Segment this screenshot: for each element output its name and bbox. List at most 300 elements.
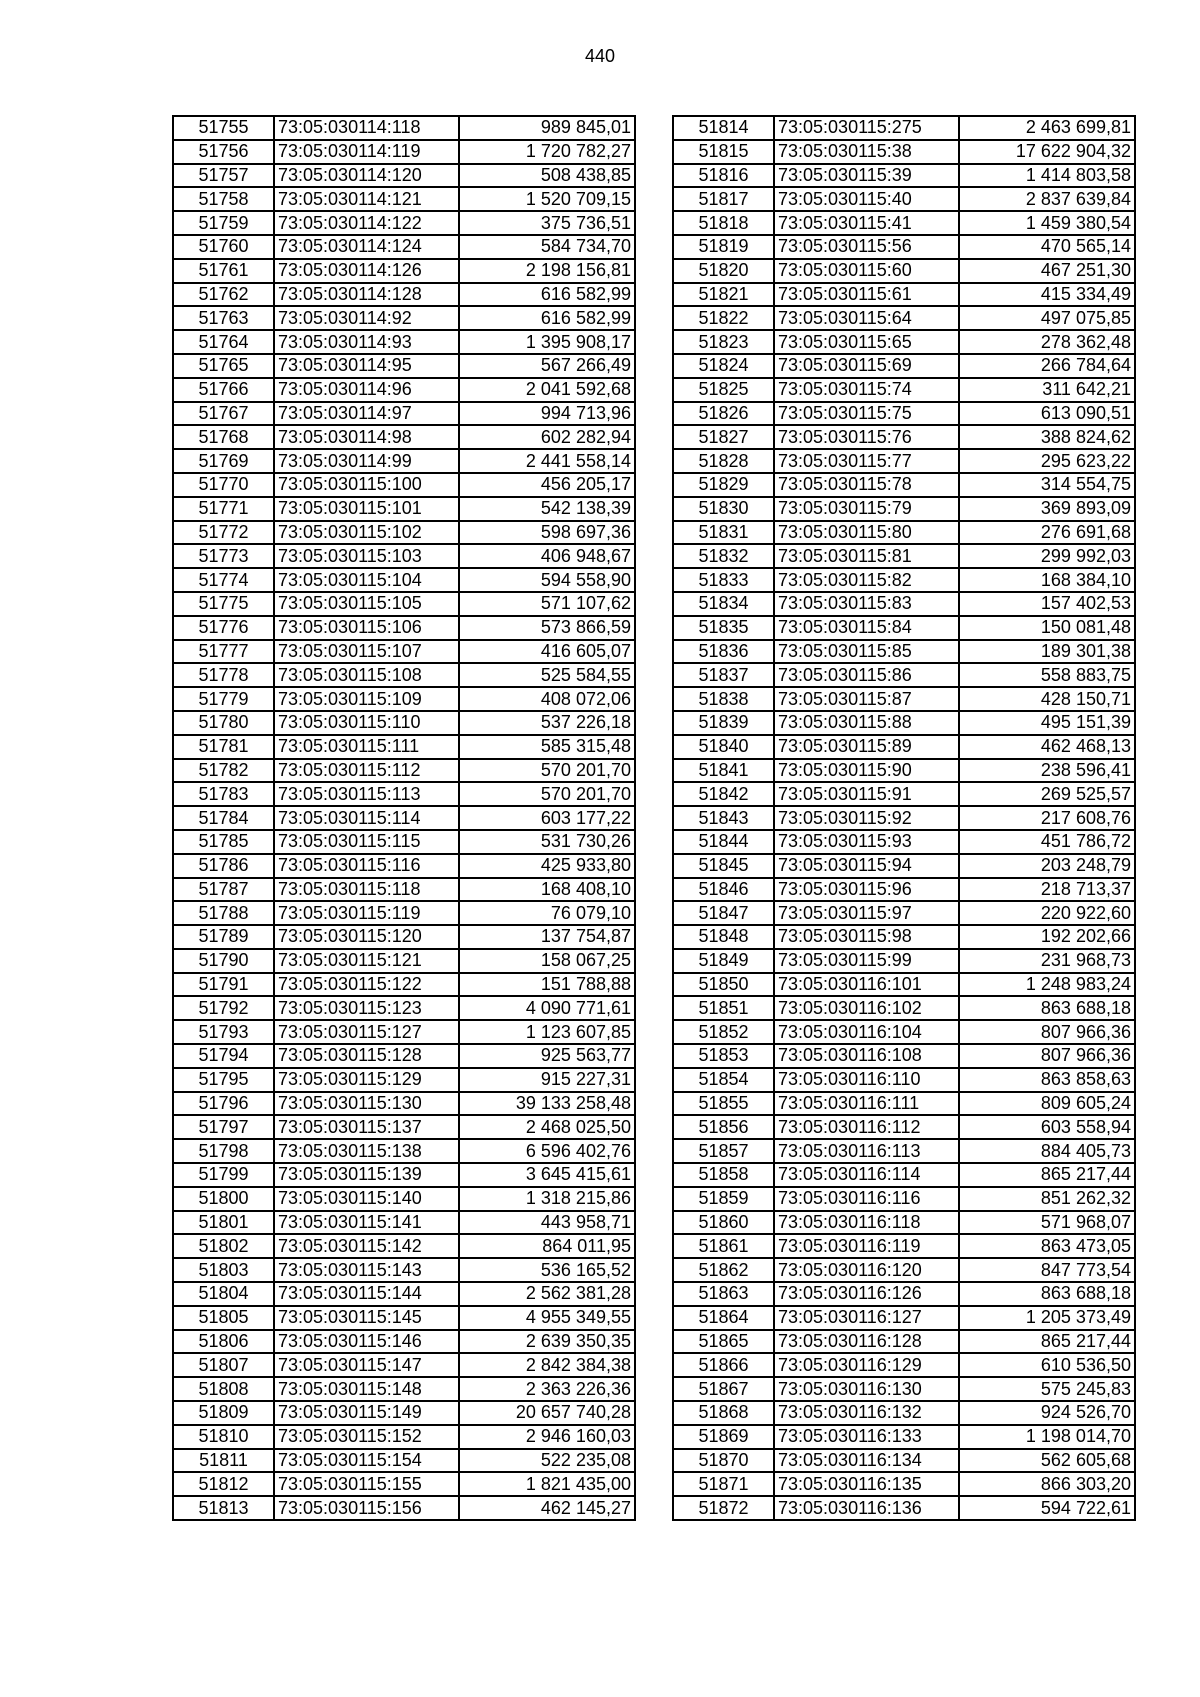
table-row — [173, 1306, 635, 1330]
table-row — [673, 854, 1135, 878]
cadastral-number-cell: 73:05:030115:104 — [274, 568, 459, 592]
value-cell: 525 584,55 — [459, 663, 635, 687]
value-cell: 4 090 771,61 — [459, 996, 635, 1020]
value-cell: 150 081,48 — [959, 616, 1135, 640]
table-row — [673, 1068, 1135, 1092]
value-cell: 1 123 607,85 — [459, 1020, 635, 1044]
table-row — [673, 211, 1135, 235]
row-number-cell: 51830 — [673, 497, 774, 521]
row-number-cell: 51852 — [673, 1020, 774, 1044]
cadastral-number-cell: 73:05:030115:97 — [774, 901, 959, 925]
row-number-cell: 51817 — [673, 187, 774, 211]
table-row — [173, 1163, 635, 1187]
cadastral-number-cell: 73:05:030116:132 — [774, 1401, 959, 1425]
cadastral-number-cell: 73:05:030116:128 — [774, 1330, 959, 1354]
value-cell: 1 520 709,15 — [459, 187, 635, 211]
value-cell: 584 734,70 — [459, 235, 635, 259]
row-number-cell: 51793 — [173, 1020, 274, 1044]
table-row — [673, 759, 1135, 783]
cadastral-number-cell: 73:05:030115:120 — [274, 925, 459, 949]
cadastral-number-cell: 73:05:030115:94 — [774, 854, 959, 878]
cadastral-number-cell: 73:05:030115:137 — [274, 1115, 459, 1139]
table-row — [173, 878, 635, 902]
row-number-cell: 51795 — [173, 1068, 274, 1092]
cadastral-number-cell: 73:05:030116:135 — [774, 1472, 959, 1496]
value-cell: 536 165,52 — [459, 1258, 635, 1282]
value-cell: 585 315,48 — [459, 735, 635, 759]
table-row — [673, 544, 1135, 568]
value-cell: 851 262,32 — [959, 1187, 1135, 1211]
table-row — [673, 497, 1135, 521]
row-number-cell: 51768 — [173, 425, 274, 449]
row-number-cell: 51797 — [173, 1115, 274, 1139]
value-cell: 456 205,17 — [459, 473, 635, 497]
table-row — [673, 1139, 1135, 1163]
row-number-cell: 51761 — [173, 259, 274, 283]
cadastral-number-cell: 73:05:030115:102 — [274, 521, 459, 545]
value-cell: 537 226,18 — [459, 711, 635, 735]
page-number: 440 — [584, 46, 616, 66]
value-cell: 807 966,36 — [959, 1020, 1135, 1044]
table-row — [673, 1115, 1135, 1139]
table-row — [173, 901, 635, 925]
table-row — [673, 878, 1135, 902]
table-row — [173, 711, 635, 735]
value-cell: 467 251,30 — [959, 259, 1135, 283]
value-cell: 508 438,85 — [459, 164, 635, 188]
row-number-cell: 51845 — [673, 854, 774, 878]
value-cell: 220 922,60 — [959, 901, 1135, 925]
row-number-cell: 51860 — [673, 1211, 774, 1235]
row-number-cell: 51815 — [673, 140, 774, 164]
table-row — [673, 616, 1135, 640]
cadastral-number-cell: 73:05:030116:116 — [774, 1187, 959, 1211]
cadastral-number-cell: 73:05:030116:101 — [774, 973, 959, 997]
row-number-cell: 51786 — [173, 854, 274, 878]
row-number-cell: 51842 — [673, 782, 774, 806]
value-cell: 575 245,83 — [959, 1377, 1135, 1401]
row-number-cell: 51789 — [173, 925, 274, 949]
table-row — [173, 473, 635, 497]
row-number-cell: 51764 — [173, 330, 274, 354]
row-number-cell: 51766 — [173, 378, 274, 402]
row-number-cell: 51853 — [673, 1044, 774, 1068]
cadastral-number-cell: 73:05:030114:96 — [274, 378, 459, 402]
value-cell: 884 405,73 — [959, 1139, 1135, 1163]
value-cell: 192 202,66 — [959, 925, 1135, 949]
value-cell: 295 623,22 — [959, 449, 1135, 473]
row-number-cell: 51811 — [173, 1449, 274, 1473]
value-cell: 809 605,24 — [959, 1092, 1135, 1116]
cadastral-number-cell: 73:05:030114:118 — [274, 116, 459, 140]
table-row — [673, 449, 1135, 473]
cadastral-number-cell: 73:05:030115:38 — [774, 140, 959, 164]
cadastral-number-cell: 73:05:030116:126 — [774, 1282, 959, 1306]
cadastral-number-cell: 73:05:030115:69 — [774, 354, 959, 378]
cadastral-number-cell: 73:05:030116:112 — [774, 1115, 959, 1139]
cadastral-number-cell: 73:05:030115:127 — [274, 1020, 459, 1044]
table-row — [673, 140, 1135, 164]
row-number-cell: 51783 — [173, 782, 274, 806]
value-cell: 266 784,64 — [959, 354, 1135, 378]
row-number-cell: 51771 — [173, 497, 274, 521]
row-number-cell: 51801 — [173, 1211, 274, 1235]
value-cell: 531 730,26 — [459, 830, 635, 854]
value-cell: 989 845,01 — [459, 116, 635, 140]
cadastral-number-cell: 73:05:030115:119 — [274, 901, 459, 925]
table-row — [173, 854, 635, 878]
row-number-cell: 51758 — [173, 187, 274, 211]
cadastral-number-cell: 73:05:030114:120 — [274, 164, 459, 188]
table-row — [173, 235, 635, 259]
table-row — [673, 1449, 1135, 1473]
table-row — [673, 116, 1135, 140]
cadastral-number-cell: 73:05:030114:92 — [274, 306, 459, 330]
value-cell: 276 691,68 — [959, 521, 1135, 545]
table-row — [173, 735, 635, 759]
value-cell: 278 362,48 — [959, 330, 1135, 354]
row-number-cell: 51769 — [173, 449, 274, 473]
value-cell: 2 041 592,68 — [459, 378, 635, 402]
row-number-cell: 51776 — [173, 616, 274, 640]
cadastral-number-cell: 73:05:030115:65 — [774, 330, 959, 354]
value-cell: 2 562 381,28 — [459, 1282, 635, 1306]
table-row — [673, 425, 1135, 449]
value-cell: 408 072,06 — [459, 687, 635, 711]
cadastral-number-cell: 73:05:030114:126 — [274, 259, 459, 283]
table-row — [673, 1377, 1135, 1401]
value-cell: 451 786,72 — [959, 830, 1135, 854]
cadastral-number-cell: 73:05:030115:143 — [274, 1258, 459, 1282]
value-cell: 866 303,20 — [959, 1472, 1135, 1496]
table-row — [673, 235, 1135, 259]
row-number-cell: 51828 — [673, 449, 774, 473]
value-cell: 613 090,51 — [959, 402, 1135, 426]
row-number-cell: 51756 — [173, 140, 274, 164]
row-number-cell: 51755 — [173, 116, 274, 140]
row-number-cell: 51775 — [173, 592, 274, 616]
table-row — [673, 1211, 1135, 1235]
row-number-cell: 51870 — [673, 1449, 774, 1473]
row-number-cell: 51854 — [673, 1068, 774, 1092]
cadastral-number-cell: 73:05:030114:121 — [274, 187, 459, 211]
row-number-cell: 51831 — [673, 521, 774, 545]
table-row — [173, 568, 635, 592]
cadastral-number-cell: 73:05:030115:130 — [274, 1092, 459, 1116]
row-number-cell: 51849 — [673, 949, 774, 973]
cadastral-number-cell: 73:05:030115:99 — [774, 949, 959, 973]
table-row — [173, 1258, 635, 1282]
value-cell: 1 248 983,24 — [959, 973, 1135, 997]
value-cell: 2 946 160,03 — [459, 1425, 635, 1449]
table-row — [673, 354, 1135, 378]
row-number-cell: 51857 — [673, 1139, 774, 1163]
table-row — [173, 116, 635, 140]
table-row — [673, 521, 1135, 545]
row-number-cell: 51848 — [673, 925, 774, 949]
value-cell: 1 205 373,49 — [959, 1306, 1135, 1330]
value-cell: 406 948,67 — [459, 544, 635, 568]
row-number-cell: 51832 — [673, 544, 774, 568]
value-cell: 470 565,14 — [959, 235, 1135, 259]
table-row — [173, 1187, 635, 1211]
row-number-cell: 51792 — [173, 996, 274, 1020]
row-number-cell: 51825 — [673, 378, 774, 402]
cadastral-number-cell: 73:05:030115:39 — [774, 164, 959, 188]
cadastral-number-cell: 73:05:030114:95 — [274, 354, 459, 378]
row-number-cell: 51800 — [173, 1187, 274, 1211]
cadastral-number-cell: 73:05:030115:74 — [774, 378, 959, 402]
cadastral-number-cell: 73:05:030115:100 — [274, 473, 459, 497]
cadastral-number-cell: 73:05:030115:98 — [774, 925, 959, 949]
table-row — [173, 1068, 635, 1092]
value-cell: 388 824,62 — [959, 425, 1135, 449]
cadastral-number-cell: 73:05:030115:41 — [774, 211, 959, 235]
cadastral-number-cell: 73:05:030115:108 — [274, 663, 459, 687]
value-cell: 542 138,39 — [459, 497, 635, 521]
value-cell: 6 596 402,76 — [459, 1139, 635, 1163]
table-row — [673, 164, 1135, 188]
row-number-cell: 51778 — [173, 663, 274, 687]
row-number-cell: 51767 — [173, 402, 274, 426]
table-row — [673, 1425, 1135, 1449]
row-number-cell: 51847 — [673, 901, 774, 925]
table-row — [173, 973, 635, 997]
value-cell: 598 697,36 — [459, 521, 635, 545]
row-number-cell: 51829 — [673, 473, 774, 497]
table-row — [173, 544, 635, 568]
table-row — [173, 1401, 635, 1425]
value-cell: 1 198 014,70 — [959, 1425, 1135, 1449]
value-cell: 558 883,75 — [959, 663, 1135, 687]
table-row — [673, 949, 1135, 973]
cadastral-number-cell: 73:05:030115:140 — [274, 1187, 459, 1211]
value-cell: 915 227,31 — [459, 1068, 635, 1092]
value-cell: 594 722,61 — [959, 1496, 1135, 1520]
row-number-cell: 51833 — [673, 568, 774, 592]
row-number-cell: 51779 — [173, 687, 274, 711]
row-number-cell: 51861 — [673, 1234, 774, 1258]
row-number-cell: 51818 — [673, 211, 774, 235]
row-number-cell: 51871 — [673, 1472, 774, 1496]
cadastral-number-cell: 73:05:030115:142 — [274, 1234, 459, 1258]
value-cell: 571 968,07 — [959, 1211, 1135, 1235]
cadastral-number-cell: 73:05:030115:115 — [274, 830, 459, 854]
value-cell: 865 217,44 — [959, 1330, 1135, 1354]
row-number-cell: 51784 — [173, 806, 274, 830]
row-number-cell: 51836 — [673, 640, 774, 664]
table-row — [673, 592, 1135, 616]
table-row — [173, 1472, 635, 1496]
cadastral-number-cell: 73:05:030116:108 — [774, 1044, 959, 1068]
value-cell: 925 563,77 — [459, 1044, 635, 1068]
cadastral-number-cell: 73:05:030115:86 — [774, 663, 959, 687]
row-number-cell: 51855 — [673, 1092, 774, 1116]
value-cell: 428 150,71 — [959, 687, 1135, 711]
cadastral-number-cell: 73:05:030116:136 — [774, 1496, 959, 1520]
cadastral-number-cell: 73:05:030115:61 — [774, 283, 959, 307]
row-number-cell: 51787 — [173, 878, 274, 902]
cadastral-number-cell: 73:05:030115:110 — [274, 711, 459, 735]
value-cell: 231 968,73 — [959, 949, 1135, 973]
value-cell: 603 177,22 — [459, 806, 635, 830]
table-row — [673, 1306, 1135, 1330]
row-number-cell: 51760 — [173, 235, 274, 259]
cadastral-number-cell: 73:05:030116:119 — [774, 1234, 959, 1258]
cadastral-number-cell: 73:05:030115:111 — [274, 735, 459, 759]
row-number-cell: 51827 — [673, 425, 774, 449]
value-cell: 151 788,88 — [459, 973, 635, 997]
cadastral-number-cell: 73:05:030115:77 — [774, 449, 959, 473]
value-cell: 864 011,95 — [459, 1234, 635, 1258]
value-cell: 616 582,99 — [459, 283, 635, 307]
value-cell: 168 384,10 — [959, 568, 1135, 592]
cadastral-number-cell: 73:05:030115:106 — [274, 616, 459, 640]
table-row — [173, 663, 635, 687]
cadastral-number-cell: 73:05:030115:90 — [774, 759, 959, 783]
cadastral-number-cell: 73:05:030114:98 — [274, 425, 459, 449]
cadastral-number-cell: 73:05:030115:144 — [274, 1282, 459, 1306]
row-number-cell: 51840 — [673, 735, 774, 759]
cadastral-number-cell: 73:05:030115:105 — [274, 592, 459, 616]
cadastral-number-cell: 73:05:030114:122 — [274, 211, 459, 235]
row-number-cell: 51773 — [173, 544, 274, 568]
row-number-cell: 51808 — [173, 1377, 274, 1401]
value-cell: 157 402,53 — [959, 592, 1135, 616]
cadastral-number-cell: 73:05:030115:56 — [774, 235, 959, 259]
row-number-cell: 51819 — [673, 235, 774, 259]
table-row — [673, 259, 1135, 283]
table-row — [673, 925, 1135, 949]
table-row — [673, 1187, 1135, 1211]
table-row — [673, 378, 1135, 402]
table-row — [673, 1234, 1135, 1258]
row-number-cell: 51846 — [673, 878, 774, 902]
table-row — [173, 1092, 635, 1116]
cadastral-number-cell: 73:05:030115:275 — [774, 116, 959, 140]
table-row — [173, 283, 635, 307]
table-row — [173, 378, 635, 402]
value-cell: 865 217,44 — [959, 1163, 1135, 1187]
cadastral-number-cell: 73:05:030115:148 — [274, 1377, 459, 1401]
value-cell: 1 414 803,58 — [959, 164, 1135, 188]
table-row — [173, 425, 635, 449]
value-cell: 497 075,85 — [959, 306, 1135, 330]
value-cell: 616 582,99 — [459, 306, 635, 330]
value-cell: 1 318 215,86 — [459, 1187, 635, 1211]
value-cell: 924 526,70 — [959, 1401, 1135, 1425]
row-number-cell: 51872 — [673, 1496, 774, 1520]
value-cell: 847 773,54 — [959, 1258, 1135, 1282]
table-row — [673, 1258, 1135, 1282]
cadastral-number-cell: 73:05:030115:60 — [774, 259, 959, 283]
row-number-cell: 51865 — [673, 1330, 774, 1354]
cadastral-number-cell: 73:05:030115:138 — [274, 1139, 459, 1163]
row-number-cell: 51834 — [673, 592, 774, 616]
value-cell: 1 395 908,17 — [459, 330, 635, 354]
row-number-cell: 51820 — [673, 259, 774, 283]
table-row — [673, 830, 1135, 854]
table-row — [673, 1401, 1135, 1425]
cadastral-number-cell: 73:05:030115:123 — [274, 996, 459, 1020]
value-cell: 137 754,87 — [459, 925, 635, 949]
table-row — [173, 1044, 635, 1068]
row-number-cell: 51867 — [673, 1377, 774, 1401]
value-cell: 238 596,41 — [959, 759, 1135, 783]
row-number-cell: 51859 — [673, 1187, 774, 1211]
table-row — [173, 330, 635, 354]
cadastral-number-cell: 73:05:030115:40 — [774, 187, 959, 211]
value-cell: 570 201,70 — [459, 759, 635, 783]
table-row — [673, 283, 1135, 307]
row-number-cell: 51802 — [173, 1234, 274, 1258]
value-cell: 562 605,68 — [959, 1449, 1135, 1473]
cadastral-number-cell: 73:05:030115:92 — [774, 806, 959, 830]
table-row — [673, 1163, 1135, 1187]
cadastral-number-cell: 73:05:030115:82 — [774, 568, 959, 592]
row-number-cell: 51803 — [173, 1258, 274, 1282]
cadastral-number-cell: 73:05:030115:85 — [774, 640, 959, 664]
cadastral-number-cell: 73:05:030115:147 — [274, 1353, 459, 1377]
table-row — [673, 806, 1135, 830]
cadastral-number-cell: 73:05:030116:120 — [774, 1258, 959, 1282]
table-row — [673, 782, 1135, 806]
table-row — [673, 711, 1135, 735]
table-row — [173, 497, 635, 521]
cadastral-number-cell: 73:05:030115:141 — [274, 1211, 459, 1235]
table-row — [173, 521, 635, 545]
table-row — [173, 640, 635, 664]
table-row — [673, 901, 1135, 925]
cadastral-number-cell: 73:05:030115:129 — [274, 1068, 459, 1092]
row-number-cell: 51862 — [673, 1258, 774, 1282]
table-row — [173, 1449, 635, 1473]
cadastral-number-cell: 73:05:030116:130 — [774, 1377, 959, 1401]
row-number-cell: 51785 — [173, 830, 274, 854]
value-cell: 2 842 384,38 — [459, 1353, 635, 1377]
row-number-cell: 51774 — [173, 568, 274, 592]
table-row — [173, 306, 635, 330]
row-number-cell: 51841 — [673, 759, 774, 783]
row-number-cell: 51777 — [173, 640, 274, 664]
row-number-cell: 51805 — [173, 1306, 274, 1330]
cadastral-number-cell: 73:05:030115:109 — [274, 687, 459, 711]
table-row — [173, 1425, 635, 1449]
table-row — [173, 187, 635, 211]
row-number-cell: 51809 — [173, 1401, 274, 1425]
table-row — [673, 330, 1135, 354]
table-row — [173, 1115, 635, 1139]
cadastral-number-cell: 73:05:030115:75 — [774, 402, 959, 426]
row-number-cell: 51791 — [173, 973, 274, 997]
row-number-cell: 51812 — [173, 1472, 274, 1496]
table-row — [673, 1020, 1135, 1044]
value-cell: 522 235,08 — [459, 1449, 635, 1473]
row-number-cell: 51770 — [173, 473, 274, 497]
table-row — [173, 354, 635, 378]
row-number-cell: 51816 — [673, 164, 774, 188]
table-row — [173, 925, 635, 949]
cadastral-table-right — [672, 115, 1136, 1521]
row-number-cell: 51757 — [173, 164, 274, 188]
value-cell: 602 282,94 — [459, 425, 635, 449]
table-row — [173, 449, 635, 473]
cadastral-number-cell: 73:05:030115:88 — [774, 711, 959, 735]
row-number-cell: 51821 — [673, 283, 774, 307]
table-row — [673, 996, 1135, 1020]
value-cell: 218 713,37 — [959, 878, 1135, 902]
value-cell: 203 248,79 — [959, 854, 1135, 878]
